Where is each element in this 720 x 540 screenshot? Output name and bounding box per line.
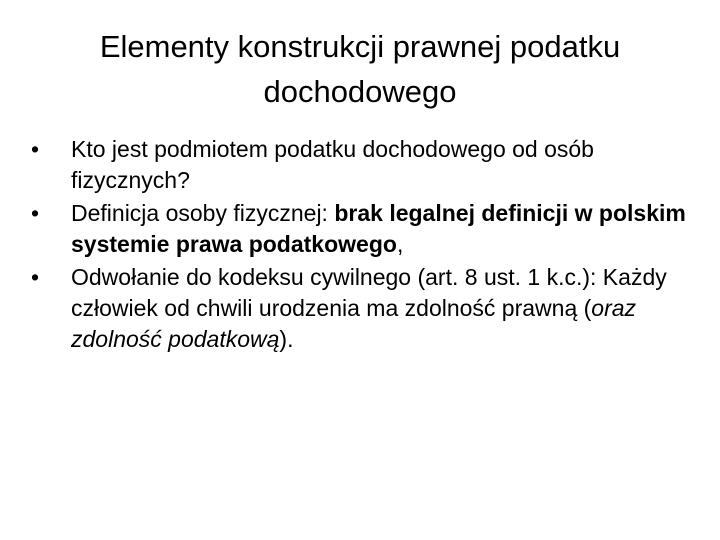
bullet-item (31, 134, 691, 196)
slide-title: Elementy konstrukcji prawnej podatku dochodowego (99, 29, 621, 109)
bullet-marker: • (31, 200, 40, 226)
bullet-text-segment: Odwołanie do kodeksu cywilnego (art. 8 ust. 1 k.c.): Każdy człowiek od chwili urodzenia ma zdolność prawną ( (71, 264, 667, 321)
bullet-list (31, 134, 691, 357)
bullet-text-segment: Kto jest podmiotem podatku dochodowego od osób fizycznych? (71, 136, 594, 193)
bullet-text (71, 200, 686, 257)
bullet-text-emphasis: brak legalnej definicji w polskim systemie prawa podatkowego (71, 200, 686, 257)
bullet-text (71, 264, 667, 352)
bullet-item (31, 198, 691, 260)
bullet-text-segment: Definicja osoby fizycznej: (71, 200, 335, 226)
bullet-text (71, 136, 594, 193)
bullet-text-italic: oraz zdolność podatkową (71, 295, 637, 352)
bullet-text-segment: ). (279, 326, 294, 352)
bullet-item (31, 262, 691, 355)
bullet-text-segment: , (396, 231, 404, 257)
bullet-marker: • (31, 264, 40, 290)
bullet-marker: • (31, 136, 40, 162)
